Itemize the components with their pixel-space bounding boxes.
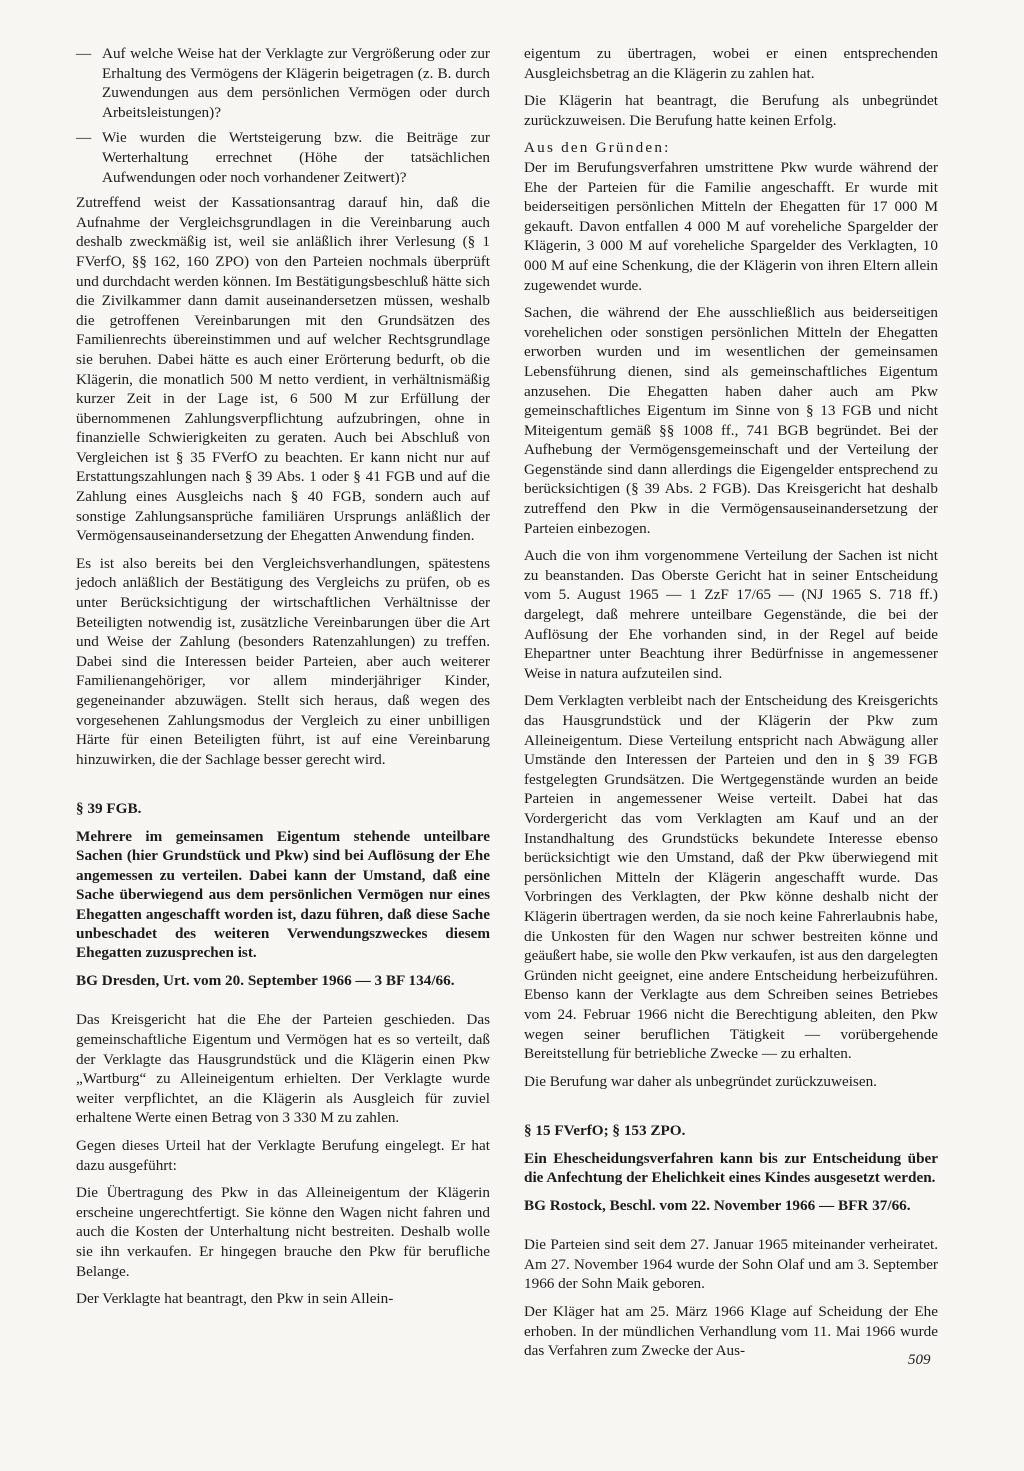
body-paragraph: Das Kreisgericht hat die Ehe der Parteien geschieden. Das gemeinschaftliche Eigentum und Vermögen hat es so verteilt, daß der Verklagte das Hausgrundstück und die Klägerin einen Pkw „Wartburg“ zu Alleineigentum erhielten. Der Verklagte wurde weiter verpflichtet, an die Klägerin als Ausgleich für zuviel erhaltene Werte einen Betrag von 3 330 M zu zahlen. [76, 1011, 490, 1127]
body-paragraph: eigentum zu übertragen, wobei er einen entsprechenden Ausgleichsbetrag an die Klägerin zu zahlen hat. [524, 45, 938, 82]
body-paragraph: Der Verklagte hat beantragt, den Pkw in sein Allein- [76, 1290, 394, 1308]
body-paragraph: Der Kläger hat am 25. März 1966 Klage auf Scheidung der Ehe erhoben. In der mündlichen Verhandlung vom 11. Mai 1966 wurde das Verfahren zum Zwecke der Aus- [524, 1303, 938, 1360]
left-column [76, 44, 490, 1317]
section-headnote: Ein Ehescheidungsverfahren kann bis zur Entscheidung über die Anfechtung der Ehelichkeit eines Kindes ausgesetzt werden. [524, 1149, 938, 1187]
body-paragraph: Dem Verklagten verbleibt nach der Entscheidung des Kreisgerichts das Hausgrundstück und der Klägerin der Pkw zum Alleineigentum. Diese Verteilung entspricht nach Abwägung aller Umstände den Interessen der Parteien und den in § 39 FGB festgelegten Grundsätzen. Die Wertgegenstände wurden an beide Parteien in angemessener Weise verteilt. Dabei hat das Vordergericht das vom Verklagten am Kauf und an der Instandhaltung des Grundstücks bekundete Interesse ebenso berücksichtigt wie den Umstand, daß der Pkw überwiegend mit persönlichen Mitteln der Klägerin angeschafft wurde. Das Vorbringen des Verklagten, der Pkw könne deshalb nicht der Klägerin übertragen werden, da sie noch keine Fahrerlaubnis habe, die Unkosten für den Wagen nur schwer bestreiten könne und geäußert habe, sie wolle den Pkw verkaufen, ist aus den dargelegten Gründen nicht geeignet, eine andere Entscheidung herbeizuführen. Ebenso kann der Verklagte aus dem Schreiben seines Betriebes vom 24. Februar 1966 nicht die Berechtigung ableiten, den Pkw wegen seiner beruflichen Tätigkeit — vorübergehende Bereitstellung für betriebliche Zwecke — zu erhalten. [524, 692, 938, 1063]
body-paragraph: Sachen, die während der Ehe ausschließlich aus beiderseitigen vorehelichen oder sonstigen persönlichen Mitteln der Ehegatten erworben wurden und im wesentlichen der gemeinsamen Lebensführung dienen, sind als gemeinschaftliches Eigentum anzusehen. Die Ehegatten haben daher auch am Pkw gemeinschaftliches Eigentum im Sinne von § 13 FGB und nicht Miteigentum gemäß §§ 1008 ff., 741 BGB begründet. Bei der Aufhebung der Vermögensgemeinschaft und der Verteilung der Gegenstände sind dann allerdings die Eigengelder entsprechend zu berücksichtigen (§ 39 Abs. 2 FGB). Das Kreisgericht hat deshalb zutreffend den Pkw in die Vermögensauseinandersetzung der Parteien einbezogen. [524, 304, 938, 537]
section-headnote: Mehrere im gemeinsamen Eigentum stehende unteilbare Sachen (hier Grundstück und Pkw) sind bei Auflösung der Ehe angemessen zu verteilen. Dabei kann der Umstand, daß eine Sache überwiegend aus dem persönlichen Vermögen nur eines Ehegatten angeschafft worden ist, dazu führen, daß diese Sache unbeschadet des weiteren Verwendungszweckes diesem Ehegatten zuzusprechen ist. [76, 827, 490, 962]
bullet-text: Auf welche Weise hat der Verklagte zur Vergrößerung oder zur Erhaltung des Vermögens der Klägerin beigetragen (z. B. durch Zuwendungen aus dem persönlichen Vermögen oder durch Arbeitsleistungen)? [102, 45, 490, 121]
court-citation: BG Rostock, Beschl. vom 22. November 1966 — BFR 37/66. [524, 1196, 911, 1214]
body-paragraph: Die Berufung war daher als unbegründet zurückzuweisen. [524, 1072, 877, 1090]
body-paragraph: Der im Berufungsverfahren umstrittene Pkw wurde während der Ehe der Parteien für die Familie angeschafft. Er wurde mit beiderseitigen persönlichen Mitteln der Ehegatten für 17 000 M gekauft. Davon entfallen 4 000 M auf voreheliche Spargelder der Klägerin, 3 000 M auf voreheliche Spargelder des Verklagten, 10 000 M auf eine Schenkung, die der Klägerin von ihren Eltern allein zugewendet wurde. [524, 158, 938, 294]
question-bullet [76, 44, 490, 122]
body-paragraph: Die Übertragung des Pkw in das Alleineigentum der Klägerin erscheine ungerechtfertigt. Sie könne den Wagen nicht fahren und auch die Kosten der Unterhaltung nicht bestreiten. Deshalb wolle sie ihn verkaufen. Er hingegen brauche den Pkw für berufliche Belange. [76, 1184, 490, 1280]
body-paragraph: Die Klägerin hat beantragt, die Berufung als unbegründet zurückzuweisen. Die Berufung hatte keinen Erfolg. [524, 92, 938, 129]
section-heading: § 15 FVerfO; § 153 ZPO. [524, 1122, 686, 1140]
dash-marker: — [76, 129, 92, 147]
body-paragraph: Auch die von ihm vorgenommene Verteilung der Sachen ist nicht zu beanstanden. Das Oberste Gericht hat in seiner Entscheidung vom 5. August 1965 — 1 ZzF 17/65 — (NJ 1965 S. 718 ff.) dargelegt, daß mehrere unteilbare Gegenstände, die bei der Auflösung der Ehe vorhanden sind, in der Regel auf beide Ehepartner unter Beachtung ihrer Bedürfnisse in angemessener Weise in natura aufzuteilen sind. [524, 547, 938, 682]
reasons-heading: Aus den Gründen: [524, 139, 671, 157]
question-bullet [76, 128, 490, 187]
page-number: 509 [908, 1352, 931, 1368]
dash-marker: — [76, 45, 92, 62]
body-paragraph: Es ist also bereits bei den Vergleichsverhandlungen, spätestens jedoch anläßlich der Bestätigung des Vergleichs zu prüfen, ob es unter Berücksichtigung der wirtschaftlichen Verhältnisse der Beteiligten notwendig ist, zusätzliche Vereinbarungen über die Art und Weise der Zahlung (besonders Ratenzahlungen) zu treffen. Dabei sind die Interessen beider Parteien, aber auch weiterer Familienangehöriger, vor allem minderjähriger Kinder, gegeneinander abzuwägen. Stellt sich heraus, daß wegen des vorgesehenen Zahlungsmodus der Vergleich zu einer unbilligen Härte für einen Beteiligten führt, ist auf eine Vereinbarung hinzuwirken, die der Sachlage besser gerecht wird. [76, 554, 490, 768]
court-citation: BG Dresden, Urt. vom 20. September 1966 — 3 BF 134/66. [76, 971, 455, 989]
section-heading: § 39 FGB. [76, 800, 142, 818]
body-paragraph: Die Parteien sind seit dem 27. Januar 1965 miteinander verheiratet. Am 27. November 1964 wurde der Sohn Olaf und am 3. September 1966 der Sohn Maik geboren. [524, 1236, 938, 1293]
right-column [524, 44, 938, 1369]
body-paragraph: Gegen dieses Urteil hat der Verklagte Berufung eingelegt. Er hat dazu ausgeführt: [76, 1136, 490, 1174]
bullet-text: Wie wurden die Wertsteigerung bzw. die Beiträge zur Werterhaltung errechnet (Höhe der tatsächlichen Aufwendungen oder noch vorhandener Zeitwert)? [102, 129, 490, 186]
body-paragraph: Zutreffend weist der Kassationsantrag darauf hin, daß die Aufnahme der Vergleichsgrundlagen in die Vereinbarung auch deshalb zweckmäßig ist, weil sie anläßlich ihrer Verlesung (§ 1 FVerfO, §§ 162, 160 ZPO) von den Parteien nochmals überprüft und durchdacht werden können. Im Bestätigungsbeschluß hätte sich die Zivilkammer dann damit auseinandersetzen müssen, weshalb die getroffenen Vereinbarungen mit den Grundsätzen des Familienrechts übereinstimmen und auf welcher Rechtsgrundlage sie beruhen. Dabei hätte es auch einer Erörterung bedurft, ob die Klägerin, die monatlich 500 M netto verdient, in verhältnismäßig kurzer Zeit in der Lage ist, 6 500 M zur Erfüllung der übernommenen Zahlungsverpflichtung aufzubringen, ohne in finanzielle Schwierigkeiten zu geraten. Auch bei Abschluß von Vergleichen ist § 35 FVerfO zu beachten. Er kann nicht nur auf Erstattungszahlungen nach § 39 Abs. 1 oder § 41 FGB und auf die Zahlung eines Ausgleichs nach § 40 FGB, sondern auch auf sonstige Zahlungsansprüche familiären Ursprungs anläßlich der Vermögensauseinandersetzung der Ehegatten Anwendung finden. [76, 194, 490, 545]
